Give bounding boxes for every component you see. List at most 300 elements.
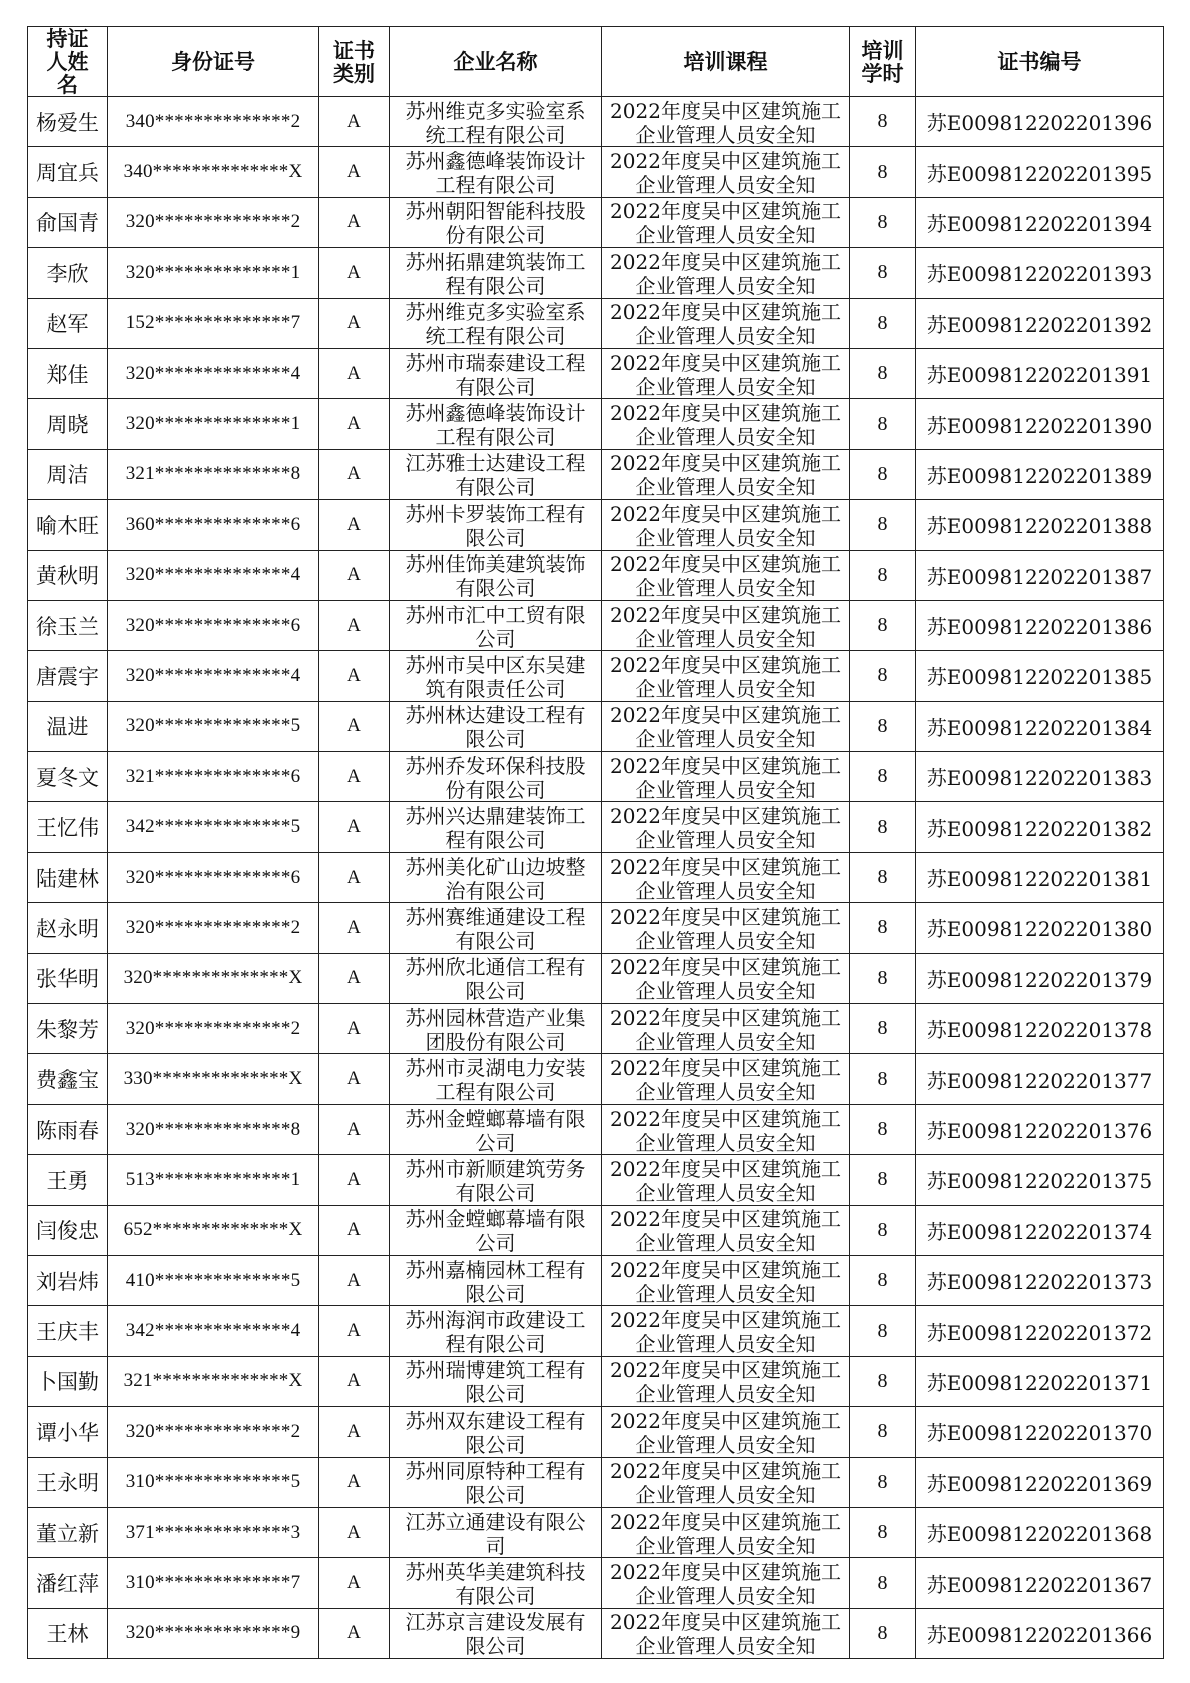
header-row bbox=[28, 27, 1164, 97]
course-cell bbox=[602, 701, 850, 751]
cert-class-cell: A bbox=[319, 298, 390, 348]
table-row bbox=[28, 1104, 1164, 1154]
holder-name-cell: 赵永明 bbox=[28, 903, 108, 953]
id-number-cell: 340**************X bbox=[108, 147, 319, 197]
course-cell-text: 2022年度吴中区建筑施工企业管理人员安全知 bbox=[610, 149, 841, 196]
cert-number-cell: 苏E009812202201370 bbox=[916, 1407, 1164, 1457]
id-number-cell: 320**************2 bbox=[108, 1004, 319, 1054]
company-cell bbox=[390, 600, 602, 650]
table-row bbox=[28, 1407, 1164, 1457]
holder-name-cell: 周宜兵 bbox=[28, 147, 108, 197]
hours-cell: 8 bbox=[850, 1205, 916, 1255]
hours-cell: 8 bbox=[850, 903, 916, 953]
id-number-cell: 320**************6 bbox=[108, 852, 319, 902]
course-cell-text: 2022年度吴中区建筑施工企业管理人员安全知 bbox=[610, 249, 841, 296]
course-cell bbox=[602, 1004, 850, 1054]
hours-cell: 8 bbox=[850, 147, 916, 197]
id-number-cell: 321**************X bbox=[108, 1356, 319, 1406]
course-cell-text: 2022年度吴中区建筑施工企业管理人员安全知 bbox=[610, 1358, 841, 1405]
id-number-cell: 320**************9 bbox=[108, 1608, 319, 1658]
course-cell-text: 2022年度吴中区建筑施工企业管理人员安全知 bbox=[610, 904, 841, 951]
id-number-cell: 321**************6 bbox=[108, 752, 319, 802]
company-cell bbox=[390, 1608, 602, 1658]
course-cell bbox=[602, 1155, 850, 1205]
course-cell-text: 2022年度吴中区建筑施工企业管理人员安全知 bbox=[610, 1257, 841, 1304]
company-cell-text: 苏州园林营造产业集团股份有限公司 bbox=[405, 1005, 586, 1052]
holder-name-cell: 李欣 bbox=[28, 248, 108, 298]
id-number-cell: 360**************6 bbox=[108, 500, 319, 550]
holder-name-cell: 费鑫宝 bbox=[28, 1054, 108, 1104]
cert-number-cell: 苏E009812202201382 bbox=[916, 802, 1164, 852]
company-cell-text: 苏州金螳螂幕墙有限公司 bbox=[405, 1106, 586, 1153]
hours-cell: 8 bbox=[850, 1155, 916, 1205]
table-row bbox=[28, 500, 1164, 550]
table-row bbox=[28, 1255, 1164, 1305]
holder-name-cell: 俞国青 bbox=[28, 197, 108, 247]
table-row bbox=[28, 97, 1164, 147]
holder-name-cell: 黄秋明 bbox=[28, 550, 108, 600]
course-cell-text: 2022年度吴中区建筑施工企业管理人员安全知 bbox=[610, 652, 841, 699]
company-cell-text: 苏州瑞博建筑工程有限公司 bbox=[405, 1358, 586, 1405]
course-cell bbox=[602, 1356, 850, 1406]
company-cell-text: 苏州市吴中区东吴建筑有限责任公司 bbox=[405, 652, 586, 699]
holder-name-cell: 闫俊忠 bbox=[28, 1205, 108, 1255]
holder-name-cell: 董立新 bbox=[28, 1507, 108, 1557]
table-row bbox=[28, 1457, 1164, 1507]
cert-class-cell: A bbox=[319, 1407, 390, 1457]
table-row bbox=[28, 399, 1164, 449]
company-cell-text: 苏州鑫德峰装饰设计工程有限公司 bbox=[405, 401, 586, 448]
company-cell bbox=[390, 1558, 602, 1608]
company-cell-text: 苏州林达建设工程有限公司 bbox=[405, 703, 586, 750]
cert-class-cell: A bbox=[319, 1205, 390, 1255]
cert-class-cell: A bbox=[319, 1306, 390, 1356]
header-holder-name bbox=[28, 27, 108, 97]
company-cell bbox=[390, 399, 602, 449]
company-cell bbox=[390, 802, 602, 852]
holder-name-cell: 谭小华 bbox=[28, 1407, 108, 1457]
course-cell-text: 2022年度吴中区建筑施工企业管理人员安全知 bbox=[610, 804, 841, 851]
cert-number-cell: 苏E009812202201383 bbox=[916, 752, 1164, 802]
cert-class-cell: A bbox=[319, 248, 390, 298]
course-cell bbox=[602, 97, 850, 147]
cert-class-cell: A bbox=[319, 1054, 390, 1104]
cert-class-cell: A bbox=[319, 1457, 390, 1507]
hours-cell: 8 bbox=[850, 600, 916, 650]
hours-cell: 8 bbox=[850, 298, 916, 348]
company-cell-text: 苏州双东建设工程有限公司 bbox=[405, 1408, 586, 1455]
course-cell bbox=[602, 1104, 850, 1154]
course-cell bbox=[602, 600, 850, 650]
table-row bbox=[28, 197, 1164, 247]
cert-number-cell: 苏E009812202201372 bbox=[916, 1306, 1164, 1356]
course-cell-text: 2022年度吴中区建筑施工企业管理人员安全知 bbox=[610, 451, 841, 498]
table-row bbox=[28, 449, 1164, 499]
cert-class-cell: A bbox=[319, 701, 390, 751]
company-cell bbox=[390, 1457, 602, 1507]
hours-cell: 8 bbox=[850, 1356, 916, 1406]
holder-name-cell: 杨爱生 bbox=[28, 97, 108, 147]
table-row bbox=[28, 1558, 1164, 1608]
company-cell bbox=[390, 852, 602, 902]
cert-class-cell: A bbox=[319, 651, 390, 701]
course-cell bbox=[602, 348, 850, 398]
id-number-cell: 320**************1 bbox=[108, 399, 319, 449]
course-cell bbox=[602, 298, 850, 348]
table-row bbox=[28, 248, 1164, 298]
course-cell-text: 2022年度吴中区建筑施工企业管理人员安全知 bbox=[610, 401, 841, 448]
hours-cell: 8 bbox=[850, 197, 916, 247]
table-row bbox=[28, 1054, 1164, 1104]
id-number-cell: 320**************4 bbox=[108, 651, 319, 701]
header-course: 培训课程 bbox=[602, 27, 850, 97]
cert-class-cell: A bbox=[319, 348, 390, 398]
company-cell bbox=[390, 97, 602, 147]
hours-cell: 8 bbox=[850, 1104, 916, 1154]
header-cert-class bbox=[319, 27, 390, 97]
company-cell-text: 苏州拓鼎建筑装饰工程有限公司 bbox=[405, 249, 586, 296]
cert-number-cell: 苏E009812202201389 bbox=[916, 449, 1164, 499]
company-cell bbox=[390, 1054, 602, 1104]
holder-name-cell: 王永明 bbox=[28, 1457, 108, 1507]
cert-class-cell: A bbox=[319, 1255, 390, 1305]
id-number-cell: 310**************7 bbox=[108, 1558, 319, 1608]
table-row bbox=[28, 701, 1164, 751]
course-cell bbox=[602, 197, 850, 247]
course-cell bbox=[602, 500, 850, 550]
hours-cell: 8 bbox=[850, 1004, 916, 1054]
id-number-cell: 320**************1 bbox=[108, 248, 319, 298]
holder-name-cell: 王林 bbox=[28, 1608, 108, 1658]
id-number-cell: 320**************2 bbox=[108, 903, 319, 953]
company-cell-text: 苏州朝阳智能科技股份有限公司 bbox=[405, 199, 586, 246]
company-cell bbox=[390, 298, 602, 348]
cert-number-cell: 苏E009812202201391 bbox=[916, 348, 1164, 398]
cert-number-cell: 苏E009812202201376 bbox=[916, 1104, 1164, 1154]
cert-number-cell: 苏E009812202201388 bbox=[916, 500, 1164, 550]
id-number-cell: 320**************5 bbox=[108, 701, 319, 751]
cert-class-cell: A bbox=[319, 550, 390, 600]
cert-class-cell: A bbox=[319, 500, 390, 550]
id-number-cell: 342**************4 bbox=[108, 1306, 319, 1356]
holder-name-cell: 唐震宇 bbox=[28, 651, 108, 701]
course-cell-text: 2022年度吴中区建筑施工企业管理人员安全知 bbox=[610, 199, 841, 246]
id-number-cell: 410**************5 bbox=[108, 1255, 319, 1305]
table-row bbox=[28, 147, 1164, 197]
company-cell-text: 苏州鑫德峰装饰设计工程有限公司 bbox=[405, 149, 586, 196]
cert-class-cell: A bbox=[319, 1104, 390, 1154]
hours-cell: 8 bbox=[850, 1457, 916, 1507]
holder-name-cell: 潘红萍 bbox=[28, 1558, 108, 1608]
course-cell-text: 2022年度吴中区建筑施工企业管理人员安全知 bbox=[610, 300, 841, 347]
cert-number-cell: 苏E009812202201374 bbox=[916, 1205, 1164, 1255]
company-cell bbox=[390, 1255, 602, 1305]
holder-name-cell: 卜国勤 bbox=[28, 1356, 108, 1406]
company-cell bbox=[390, 449, 602, 499]
holder-name-cell: 郑佳 bbox=[28, 348, 108, 398]
table-row bbox=[28, 348, 1164, 398]
cert-number-cell: 苏E009812202201384 bbox=[916, 701, 1164, 751]
table-row bbox=[28, 1205, 1164, 1255]
company-cell-text: 苏州市瑞泰建设工程有限公司 bbox=[405, 350, 586, 397]
hours-cell: 8 bbox=[850, 1608, 916, 1658]
course-cell-text: 2022年度吴中区建筑施工企业管理人员安全知 bbox=[610, 854, 841, 901]
company-cell bbox=[390, 1407, 602, 1457]
course-cell-text: 2022年度吴中区建筑施工企业管理人员安全知 bbox=[610, 955, 841, 1002]
course-cell bbox=[602, 1507, 850, 1557]
table-row bbox=[28, 1155, 1164, 1205]
company-cell bbox=[390, 348, 602, 398]
header-company: 企业名称 bbox=[390, 27, 602, 97]
table-row bbox=[28, 953, 1164, 1003]
holder-name-cell: 周洁 bbox=[28, 449, 108, 499]
course-cell bbox=[602, 953, 850, 1003]
company-cell bbox=[390, 147, 602, 197]
table-row bbox=[28, 1004, 1164, 1054]
course-cell-text: 2022年度吴中区建筑施工企业管理人员安全知 bbox=[610, 350, 841, 397]
table-row bbox=[28, 600, 1164, 650]
company-cell-text: 苏州嘉楠园林工程有限公司 bbox=[405, 1257, 586, 1304]
id-number-cell: 340**************2 bbox=[108, 97, 319, 147]
cert-class-cell: A bbox=[319, 1608, 390, 1658]
company-cell-text: 苏州海润市政建设工程有限公司 bbox=[405, 1308, 586, 1355]
company-cell-text: 苏州卡罗装饰工程有限公司 bbox=[405, 501, 586, 548]
course-cell-text: 2022年度吴中区建筑施工企业管理人员安全知 bbox=[610, 1207, 841, 1254]
holder-name-cell: 王庆丰 bbox=[28, 1306, 108, 1356]
company-cell bbox=[390, 1155, 602, 1205]
id-number-cell: 371**************3 bbox=[108, 1507, 319, 1557]
cert-class-cell: A bbox=[319, 1004, 390, 1054]
company-cell-text: 苏州欣北通信工程有限公司 bbox=[405, 955, 586, 1002]
company-cell bbox=[390, 1507, 602, 1557]
hours-cell: 8 bbox=[850, 550, 916, 600]
course-cell-text: 2022年度吴中区建筑施工企业管理人员安全知 bbox=[610, 1509, 841, 1556]
cert-class-cell: A bbox=[319, 1356, 390, 1406]
cert-number-cell: 苏E009812202201396 bbox=[916, 97, 1164, 147]
course-cell-text: 2022年度吴中区建筑施工企业管理人员安全知 bbox=[610, 1106, 841, 1153]
cert-number-cell: 苏E009812202201373 bbox=[916, 1255, 1164, 1305]
course-cell-text: 2022年度吴中区建筑施工企业管理人员安全知 bbox=[610, 1459, 841, 1506]
hours-cell: 8 bbox=[850, 348, 916, 398]
id-number-cell: 320**************8 bbox=[108, 1104, 319, 1154]
company-cell bbox=[390, 1004, 602, 1054]
course-cell bbox=[602, 1558, 850, 1608]
hours-cell: 8 bbox=[850, 1255, 916, 1305]
company-cell bbox=[390, 1104, 602, 1154]
holder-name-cell: 陆建林 bbox=[28, 852, 108, 902]
cert-number-cell: 苏E009812202201381 bbox=[916, 852, 1164, 902]
cert-number-cell: 苏E009812202201379 bbox=[916, 953, 1164, 1003]
holder-name-cell: 张华明 bbox=[28, 953, 108, 1003]
hours-cell: 8 bbox=[850, 802, 916, 852]
hours-cell: 8 bbox=[850, 1407, 916, 1457]
cert-number-cell: 苏E009812202201377 bbox=[916, 1054, 1164, 1104]
cert-class-cell: A bbox=[319, 1507, 390, 1557]
company-cell-text: 苏州赛维通建设工程有限公司 bbox=[405, 904, 586, 951]
course-cell bbox=[602, 1457, 850, 1507]
course-cell-text: 2022年度吴中区建筑施工企业管理人员安全知 bbox=[610, 1408, 841, 1455]
holder-name-cell: 陈雨春 bbox=[28, 1104, 108, 1154]
course-cell-text: 2022年度吴中区建筑施工企业管理人员安全知 bbox=[610, 1056, 841, 1103]
cert-class-cell: A bbox=[319, 600, 390, 650]
holder-name-cell: 刘岩炜 bbox=[28, 1255, 108, 1305]
holder-name-cell: 徐玉兰 bbox=[28, 600, 108, 650]
table-row bbox=[28, 852, 1164, 902]
hours-cell: 8 bbox=[850, 399, 916, 449]
cert-number-cell: 苏E009812202201385 bbox=[916, 651, 1164, 701]
holder-name-cell: 周晓 bbox=[28, 399, 108, 449]
hours-cell: 8 bbox=[850, 651, 916, 701]
course-cell-text: 2022年度吴中区建筑施工企业管理人员安全知 bbox=[610, 552, 841, 599]
table-row bbox=[28, 1306, 1164, 1356]
course-cell-text: 2022年度吴中区建筑施工企业管理人员安全知 bbox=[610, 98, 841, 145]
cert-number-cell: 苏E009812202201394 bbox=[916, 197, 1164, 247]
course-cell bbox=[602, 147, 850, 197]
course-cell-text: 2022年度吴中区建筑施工企业管理人员安全知 bbox=[610, 703, 841, 750]
course-cell bbox=[602, 752, 850, 802]
course-cell-text: 2022年度吴中区建筑施工企业管理人员安全知 bbox=[610, 753, 841, 800]
company-cell-text: 江苏京言建设发展有限公司 bbox=[405, 1610, 586, 1657]
cert-number-cell: 苏E009812202201369 bbox=[916, 1457, 1164, 1507]
holder-name-cell: 朱黎芳 bbox=[28, 1004, 108, 1054]
cert-number-cell: 苏E009812202201378 bbox=[916, 1004, 1164, 1054]
id-number-cell: 320**************2 bbox=[108, 197, 319, 247]
course-cell-text: 2022年度吴中区建筑施工企业管理人员安全知 bbox=[610, 1560, 841, 1607]
id-number-cell: 310**************5 bbox=[108, 1457, 319, 1507]
cert-class-cell: A bbox=[319, 752, 390, 802]
header-cert-number: 证书编号 bbox=[916, 27, 1164, 97]
course-cell bbox=[602, 399, 850, 449]
course-cell bbox=[602, 550, 850, 600]
course-cell-text: 2022年度吴中区建筑施工企业管理人员安全知 bbox=[610, 1005, 841, 1052]
hours-cell: 8 bbox=[850, 1507, 916, 1557]
course-cell-text: 2022年度吴中区建筑施工企业管理人员安全知 bbox=[610, 501, 841, 548]
company-cell-text: 苏州美化矿山边坡整治有限公司 bbox=[405, 854, 586, 901]
cert-number-cell: 苏E009812202201371 bbox=[916, 1356, 1164, 1406]
company-cell-text: 江苏立通建设有限公司 bbox=[405, 1509, 586, 1556]
company-cell bbox=[390, 550, 602, 600]
company-cell-text: 苏州维克多实验室系统工程有限公司 bbox=[405, 98, 586, 145]
company-cell bbox=[390, 1205, 602, 1255]
certificate-table bbox=[27, 26, 1164, 1659]
cert-number-cell: 苏E009812202201393 bbox=[916, 248, 1164, 298]
cert-number-cell: 苏E009812202201386 bbox=[916, 600, 1164, 650]
hours-cell: 8 bbox=[850, 752, 916, 802]
table-row bbox=[28, 298, 1164, 348]
hours-cell: 8 bbox=[850, 701, 916, 751]
id-number-cell: 330**************X bbox=[108, 1054, 319, 1104]
company-cell bbox=[390, 197, 602, 247]
company-cell-text: 江苏雅士达建设工程有限公司 bbox=[405, 451, 586, 498]
cert-number-cell: 苏E009812202201366 bbox=[916, 1608, 1164, 1658]
cert-number-cell: 苏E009812202201367 bbox=[916, 1558, 1164, 1608]
course-cell-text: 2022年度吴中区建筑施工企业管理人员安全知 bbox=[610, 1156, 841, 1203]
company-cell bbox=[390, 953, 602, 1003]
company-cell-text: 苏州兴达鼎建装饰工程有限公司 bbox=[405, 804, 586, 851]
id-number-cell: 652**************X bbox=[108, 1205, 319, 1255]
cert-class-cell: A bbox=[319, 852, 390, 902]
id-number-cell: 152**************7 bbox=[108, 298, 319, 348]
company-cell bbox=[390, 500, 602, 550]
id-number-cell: 320**************2 bbox=[108, 1407, 319, 1457]
header-hours bbox=[850, 27, 916, 97]
course-cell bbox=[602, 1306, 850, 1356]
table-row bbox=[28, 1356, 1164, 1406]
hours-cell: 8 bbox=[850, 500, 916, 550]
company-cell-text: 苏州市汇中工贸有限公司 bbox=[405, 602, 586, 649]
company-cell-text: 苏州同原特种工程有限公司 bbox=[405, 1459, 586, 1506]
course-cell bbox=[602, 449, 850, 499]
cert-class-cell: A bbox=[319, 197, 390, 247]
header-hours-label: 培训学时 bbox=[861, 37, 904, 86]
course-cell-text: 2022年度吴中区建筑施工企业管理人员安全知 bbox=[610, 1610, 841, 1657]
company-cell bbox=[390, 651, 602, 701]
course-cell bbox=[602, 651, 850, 701]
company-cell bbox=[390, 752, 602, 802]
header-holder-name-label: 持证人姓名 bbox=[46, 26, 89, 97]
table-row bbox=[28, 802, 1164, 852]
id-number-cell: 342**************5 bbox=[108, 802, 319, 852]
hours-cell: 8 bbox=[850, 1306, 916, 1356]
holder-name-cell: 王勇 bbox=[28, 1155, 108, 1205]
id-number-cell: 321**************8 bbox=[108, 449, 319, 499]
cert-class-cell: A bbox=[319, 802, 390, 852]
header-id-number: 身份证号 bbox=[108, 27, 319, 97]
hours-cell: 8 bbox=[850, 248, 916, 298]
company-cell bbox=[390, 701, 602, 751]
company-cell bbox=[390, 1356, 602, 1406]
hours-cell: 8 bbox=[850, 1054, 916, 1104]
holder-name-cell: 喻木旺 bbox=[28, 500, 108, 550]
company-cell bbox=[390, 1306, 602, 1356]
id-number-cell: 320**************X bbox=[108, 953, 319, 1003]
course-cell bbox=[602, 1054, 850, 1104]
cert-class-cell: A bbox=[319, 1558, 390, 1608]
table-row bbox=[28, 1608, 1164, 1658]
course-cell bbox=[602, 903, 850, 953]
cert-number-cell: 苏E009812202201368 bbox=[916, 1507, 1164, 1557]
hours-cell: 8 bbox=[850, 1558, 916, 1608]
header-cert-class-label: 证书类别 bbox=[333, 37, 375, 86]
company-cell-text: 苏州英华美建筑科技有限公司 bbox=[405, 1560, 586, 1607]
course-cell bbox=[602, 852, 850, 902]
cert-number-cell: 苏E009812202201380 bbox=[916, 903, 1164, 953]
cert-class-cell: A bbox=[319, 1155, 390, 1205]
hours-cell: 8 bbox=[850, 953, 916, 1003]
company-cell-text: 苏州佳饰美建筑装饰有限公司 bbox=[405, 552, 586, 599]
hours-cell: 8 bbox=[850, 852, 916, 902]
course-cell bbox=[602, 1255, 850, 1305]
id-number-cell: 320**************6 bbox=[108, 600, 319, 650]
cert-number-cell: 苏E009812202201387 bbox=[916, 550, 1164, 600]
company-cell-text: 苏州维克多实验室系统工程有限公司 bbox=[405, 300, 586, 347]
holder-name-cell: 夏冬文 bbox=[28, 752, 108, 802]
hours-cell: 8 bbox=[850, 449, 916, 499]
company-cell-text: 苏州乔发环保科技股份有限公司 bbox=[405, 753, 586, 800]
course-cell-text: 2022年度吴中区建筑施工企业管理人员安全知 bbox=[610, 602, 841, 649]
table-row bbox=[28, 1507, 1164, 1557]
course-cell-text: 2022年度吴中区建筑施工企业管理人员安全知 bbox=[610, 1308, 841, 1355]
company-cell-text: 苏州市灵湖电力安装工程有限公司 bbox=[405, 1056, 586, 1103]
cert-class-cell: A bbox=[319, 953, 390, 1003]
cert-number-cell: 苏E009812202201390 bbox=[916, 399, 1164, 449]
company-cell bbox=[390, 248, 602, 298]
table-row bbox=[28, 752, 1164, 802]
company-cell bbox=[390, 903, 602, 953]
table-row bbox=[28, 903, 1164, 953]
hours-cell: 8 bbox=[850, 97, 916, 147]
table-row bbox=[28, 550, 1164, 600]
